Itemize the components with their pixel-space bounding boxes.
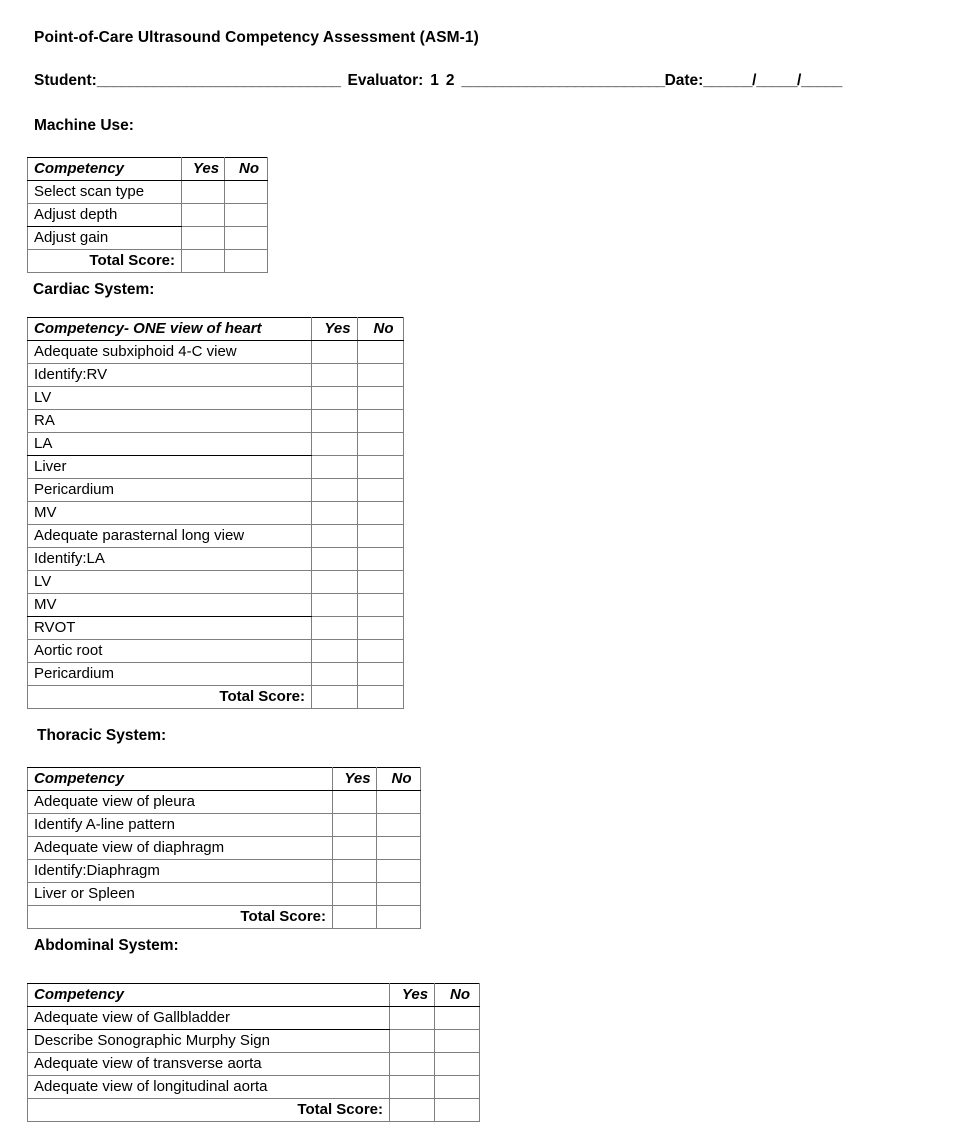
total-no-cell[interactable] <box>358 686 404 709</box>
no-checkbox-cell[interactable] <box>377 791 421 814</box>
row-sub-text: RV <box>86 366 108 383</box>
total-yes-cell[interactable] <box>312 686 358 709</box>
row-lead-text: Adequate view of transverse aorta <box>34 1055 262 1072</box>
column-header-no: No <box>435 984 480 1007</box>
table-row <box>28 525 404 548</box>
yes-checkbox-cell[interactable] <box>182 227 225 250</box>
no-checkbox-cell[interactable] <box>377 860 421 883</box>
table-row <box>28 837 421 860</box>
competency-label <box>28 364 312 387</box>
table-row <box>28 364 404 387</box>
row-lead-text: Describe Sonographic Murphy Sign <box>34 1032 270 1049</box>
row-lead-text: Adequate view of Gallbladder <box>34 1009 230 1026</box>
no-checkbox-cell[interactable] <box>377 837 421 860</box>
yes-checkbox-cell[interactable] <box>312 640 358 663</box>
table-row <box>28 1030 480 1053</box>
yes-checkbox-cell[interactable] <box>312 617 358 640</box>
row-lead-text: Identify: <box>34 862 87 879</box>
row-sub-text: LV <box>34 573 52 590</box>
row-lead-text: Adequate subxiphoid 4-C view <box>34 343 237 360</box>
no-checkbox-cell[interactable] <box>358 617 404 640</box>
competency-label <box>28 594 312 617</box>
table-row <box>28 502 404 525</box>
date-year-blank[interactable]: _____ <box>801 72 842 89</box>
student-input-blank[interactable]: ______________________________ <box>96 72 341 89</box>
yes-checkbox-cell[interactable] <box>312 663 358 686</box>
yes-checkbox-cell[interactable] <box>312 479 358 502</box>
row-sub-text: RVOT <box>34 619 76 636</box>
total-no-cell[interactable] <box>225 250 268 273</box>
yes-checkbox-cell[interactable] <box>333 814 377 837</box>
competency-label <box>28 456 312 479</box>
table-row <box>28 571 404 594</box>
yes-checkbox-cell[interactable] <box>312 341 358 364</box>
cardiac-system-table <box>27 317 404 709</box>
table-row <box>28 341 404 364</box>
no-checkbox-cell[interactable] <box>358 341 404 364</box>
row-sub-text: Pericardium <box>34 481 115 498</box>
total-score-row <box>28 906 421 929</box>
yes-checkbox-cell[interactable] <box>312 387 358 410</box>
total-score-label: Total Score: <box>28 906 333 929</box>
table-row <box>28 791 421 814</box>
yes-checkbox-cell[interactable] <box>312 525 358 548</box>
row-sub-text: MV <box>34 504 57 521</box>
table-header-row <box>28 318 404 341</box>
date-label: Date: <box>664 72 704 89</box>
competency-label <box>28 548 312 571</box>
total-yes-cell[interactable] <box>333 906 377 929</box>
table-row <box>28 387 404 410</box>
competency-label <box>28 571 312 594</box>
row-sub-text: Liver or Spleen <box>34 885 135 902</box>
table-row <box>28 594 404 617</box>
yes-checkbox-cell[interactable] <box>312 364 358 387</box>
column-header-competency: Competency <box>28 158 182 181</box>
competency-label <box>28 341 312 364</box>
total-score-row <box>28 1099 480 1122</box>
section-heading-abdominal-system: Abdominal System: <box>34 937 179 954</box>
row-sub-text: Diaphragm <box>86 862 160 879</box>
section-heading-cardiac-system: Cardiac System: <box>33 281 155 298</box>
no-checkbox-cell[interactable] <box>225 204 268 227</box>
section-heading-thoracic-system: Thoracic System: <box>37 727 167 744</box>
column-header-yes: Yes <box>333 768 377 791</box>
yes-checkbox-cell[interactable] <box>390 1030 435 1053</box>
table-row <box>28 433 404 456</box>
evaluator-input-blank[interactable]: _________________________ <box>461 72 665 89</box>
no-checkbox-cell[interactable] <box>358 387 404 410</box>
table-header-row <box>28 768 421 791</box>
no-checkbox-cell[interactable] <box>435 1007 480 1030</box>
column-header-no: No <box>225 158 268 181</box>
no-checkbox-cell[interactable] <box>358 640 404 663</box>
competency-label <box>28 883 333 906</box>
yes-checkbox-cell[interactable] <box>182 181 225 204</box>
yes-checkbox-cell[interactable] <box>390 1007 435 1030</box>
row-lead-text: Adequate view of pleura <box>34 793 195 810</box>
yes-checkbox-cell[interactable] <box>312 594 358 617</box>
no-checkbox-cell[interactable] <box>358 410 404 433</box>
table-row <box>28 204 268 227</box>
no-checkbox-cell[interactable] <box>358 364 404 387</box>
total-score-row <box>28 686 404 709</box>
evaluator-label: Evaluator: <box>347 72 424 89</box>
competency-label <box>28 410 312 433</box>
competency-label <box>28 640 312 663</box>
column-header-yes: Yes <box>182 158 225 181</box>
row-lead-text: Identify A-line pattern <box>34 816 175 833</box>
table-header-row <box>28 984 480 1007</box>
column-header-competency: Competency <box>28 984 390 1007</box>
no-checkbox-cell[interactable] <box>358 502 404 525</box>
no-checkbox-cell[interactable] <box>358 571 404 594</box>
table-header-row <box>28 158 268 181</box>
no-checkbox-cell[interactable] <box>358 594 404 617</box>
row-lead-text: Identify: <box>34 550 87 567</box>
yes-checkbox-cell[interactable] <box>333 791 377 814</box>
competency-label <box>28 502 312 525</box>
competency-label <box>28 1076 390 1099</box>
competency-label: Select scan type <box>28 181 182 204</box>
competency-label <box>28 525 312 548</box>
table-row <box>28 617 404 640</box>
total-score-row <box>28 250 268 273</box>
competency-label <box>28 1053 390 1076</box>
table-row <box>28 479 404 502</box>
no-checkbox-cell[interactable] <box>435 1030 480 1053</box>
yes-checkbox-cell[interactable] <box>312 433 358 456</box>
identification-line <box>34 72 842 90</box>
no-checkbox-cell[interactable] <box>358 479 404 502</box>
competency-label <box>28 1030 390 1053</box>
column-header-yes: Yes <box>312 318 358 341</box>
column-header-no: No <box>358 318 404 341</box>
column-header-yes: Yes <box>390 984 435 1007</box>
table-row <box>28 883 421 906</box>
table-row <box>28 1007 480 1030</box>
yes-checkbox-cell[interactable] <box>312 456 358 479</box>
column-header-competency: Competency <box>28 768 333 791</box>
table-row <box>28 456 404 479</box>
yes-checkbox-cell[interactable] <box>312 571 358 594</box>
row-sub-text: LV <box>34 389 52 406</box>
no-checkbox-cell[interactable] <box>435 1076 480 1099</box>
competency-label: Adjust gain <box>28 227 182 250</box>
evaluator-option-1[interactable]: 1 <box>430 72 439 89</box>
no-checkbox-cell[interactable] <box>435 1053 480 1076</box>
yes-checkbox-cell[interactable] <box>390 1053 435 1076</box>
total-score-label: Total Score: <box>28 1099 390 1122</box>
no-checkbox-cell[interactable] <box>358 433 404 456</box>
thoracic-system-table <box>27 767 421 929</box>
competency-label <box>28 433 312 456</box>
date-separator-2: / <box>796 72 802 89</box>
row-sub-text: Aortic root <box>34 642 103 659</box>
row-sub-text: MV <box>34 596 57 613</box>
yes-checkbox-cell[interactable] <box>333 837 377 860</box>
no-checkbox-cell[interactable] <box>358 525 404 548</box>
column-header-competency: Competency- ONE view of heart <box>28 318 312 341</box>
competency-label <box>28 837 333 860</box>
yes-checkbox-cell[interactable] <box>312 410 358 433</box>
row-sub-text: Liver <box>34 458 67 475</box>
table-row <box>28 410 404 433</box>
yes-checkbox-cell[interactable] <box>333 860 377 883</box>
no-checkbox-cell[interactable] <box>225 227 268 250</box>
total-score-label: Total Score: <box>28 250 182 273</box>
no-checkbox-cell[interactable] <box>225 181 268 204</box>
row-sub-text: LA <box>34 435 53 452</box>
competency-label <box>28 479 312 502</box>
yes-checkbox-cell[interactable] <box>312 502 358 525</box>
row-sub-text: Pericardium <box>34 665 115 682</box>
machine-use-table <box>27 157 268 273</box>
table-row <box>28 814 421 837</box>
row-lead-text: Adequate view of longitudinal aorta <box>34 1078 268 1095</box>
total-yes-cell[interactable] <box>390 1099 435 1122</box>
competency-label <box>28 617 312 640</box>
date-separator-1: / <box>752 72 757 89</box>
date-day-blank[interactable]: _____ <box>756 72 797 89</box>
competency-label <box>28 791 333 814</box>
date-month-blank[interactable]: ______ <box>703 72 753 89</box>
table-row <box>28 1076 480 1099</box>
no-checkbox-cell[interactable] <box>358 456 404 479</box>
abdominal-system-table <box>27 983 480 1122</box>
total-no-cell[interactable] <box>435 1099 480 1122</box>
competency-label <box>28 814 333 837</box>
total-no-cell[interactable] <box>377 906 421 929</box>
competency-label: Adjust depth <box>28 204 182 227</box>
row-lead-text: Identify: <box>34 366 87 383</box>
section-heading-machine-use: Machine Use: <box>34 117 134 134</box>
page-title: Point-of-Care Ultrasound Competency Assessment (ASM-1) <box>34 29 479 46</box>
row-lead-text: Adequate view of diaphragm <box>34 839 225 856</box>
competency-label <box>28 860 333 883</box>
column-header-no: No <box>377 768 421 791</box>
table-row <box>28 1053 480 1076</box>
table-row <box>28 227 268 250</box>
no-checkbox-cell[interactable] <box>377 883 421 906</box>
yes-checkbox-cell[interactable] <box>390 1076 435 1099</box>
no-checkbox-cell[interactable] <box>358 548 404 571</box>
table-row <box>28 548 404 571</box>
row-sub-text: LA <box>86 550 105 567</box>
yes-checkbox-cell[interactable] <box>333 883 377 906</box>
table-row <box>28 663 404 686</box>
evaluator-option-2[interactable]: 2 <box>445 72 455 89</box>
total-yes-cell[interactable] <box>182 250 225 273</box>
student-label: Student: <box>34 72 97 89</box>
competency-label <box>28 663 312 686</box>
row-sub-text: RA <box>34 412 55 429</box>
yes-checkbox-cell[interactable] <box>182 204 225 227</box>
table-row <box>28 181 268 204</box>
competency-label <box>28 1007 390 1030</box>
competency-label <box>28 387 312 410</box>
yes-checkbox-cell[interactable] <box>312 548 358 571</box>
no-checkbox-cell[interactable] <box>377 814 421 837</box>
no-checkbox-cell[interactable] <box>358 663 404 686</box>
total-score-label: Total Score: <box>28 686 312 709</box>
row-lead-text: Adequate parasternal long view <box>34 527 245 544</box>
table-row <box>28 640 404 663</box>
table-row <box>28 860 421 883</box>
